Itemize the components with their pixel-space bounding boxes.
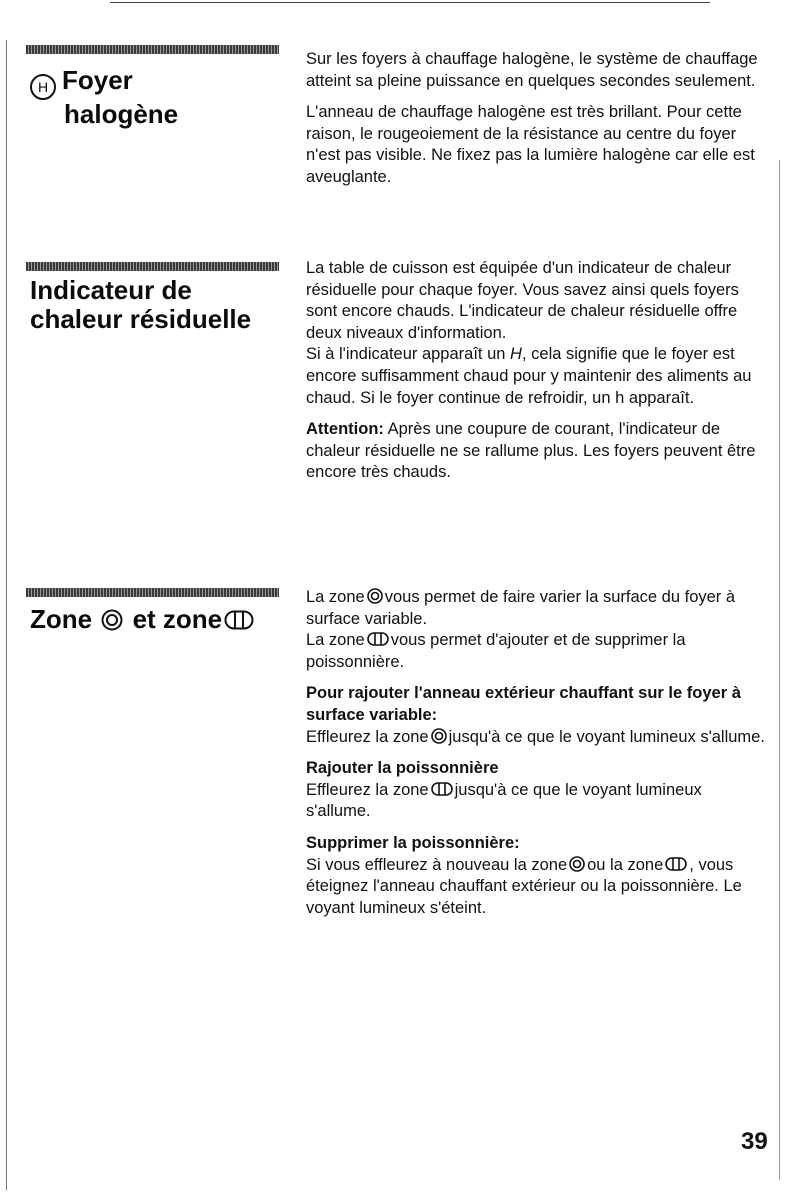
paragraph: Sur les foyers à chauffage halogène, le système de chauffage atteint sa pleine puissance en quelques secondes seulement. bbox=[306, 50, 758, 90]
text-run: ou la zone bbox=[587, 855, 664, 874]
instruction-block bbox=[306, 833, 768, 919]
residual-heat-symbol-h: h bbox=[615, 388, 625, 407]
left-border-line bbox=[6, 40, 7, 1190]
right-border-line bbox=[779, 160, 780, 1180]
instruction-title: Supprimer la poissonnière: bbox=[306, 833, 520, 852]
paragraph: La table de cuisson est équipée d'un indicateur de chaleur résiduelle pour chaque foyer. Vous savez ainsi quels foyers sont encore chauds. L'indicateur de chaleur résiduelle offre deux niveaux d'information. bbox=[306, 259, 739, 342]
instruction-block bbox=[306, 683, 768, 748]
double-circle-zone-icon bbox=[367, 588, 383, 604]
instruction-title: Pour rajouter l'anneau extérieur chauffant sur le foyer à surface variable: bbox=[306, 684, 741, 724]
section-body bbox=[306, 258, 768, 494]
paragraph bbox=[306, 630, 768, 673]
oval-fish-pan-zone-icon bbox=[665, 857, 687, 871]
heading-text: Zone bbox=[30, 604, 93, 634]
heading-text: et zone bbox=[132, 604, 223, 634]
attention-paragraph bbox=[306, 419, 768, 484]
attention-text: Après une coupure de courant, l'indicateur de chaleur résiduelle ne se rallume plus. Les foyers peuvent être encore très chauds. bbox=[306, 420, 756, 482]
instruction-block bbox=[306, 758, 768, 823]
text-run: jusqu'à ce que le voyant lumineux s'allume. bbox=[306, 780, 702, 821]
double-circle-zone-icon bbox=[569, 856, 585, 872]
text-run: Si à l'indicateur apparaît un bbox=[306, 345, 506, 364]
circled-h-icon: H bbox=[30, 74, 56, 100]
double-circle-zone-icon bbox=[101, 609, 123, 631]
heading-line-1: Indicateur de bbox=[30, 275, 192, 305]
section-body bbox=[306, 587, 768, 929]
paragraph bbox=[306, 344, 768, 409]
page-number: 39 bbox=[741, 1128, 768, 1155]
text-run: vous permet de faire varier la surface du foyer à surface variable. bbox=[306, 588, 736, 628]
heading-line-1: Foyer bbox=[62, 65, 133, 95]
text-run: Si vous effleurez à nouveau la zone bbox=[306, 855, 568, 874]
section-heading bbox=[30, 66, 288, 129]
section-divider-bar bbox=[26, 588, 279, 597]
paragraph: L'anneau de chauffage halogène est très brillant. Pour cette raison, le rougeoiement de la résistance au centre du foyer n'est pas visible. Ne fixez pas la lumière halogène car elle est aveuglante. bbox=[306, 103, 755, 186]
double-circle-zone-icon bbox=[431, 728, 447, 744]
oval-fish-pan-zone-icon bbox=[431, 782, 453, 796]
text-run: La zone bbox=[306, 588, 365, 606]
section-body bbox=[306, 49, 768, 199]
paragraph bbox=[306, 587, 768, 630]
heading-line-2: chaleur résiduelle bbox=[30, 304, 252, 334]
section-heading bbox=[30, 276, 288, 334]
oval-fish-pan-zone-icon bbox=[224, 610, 254, 630]
oval-fish-pan-zone-icon bbox=[367, 632, 389, 646]
section-divider-bar bbox=[26, 262, 279, 271]
text-run: , vous éteignez l'anneau chauffant extérieur ou la poissonnière. Le voyant lumineux s'éteint. bbox=[306, 855, 742, 917]
attention-label: Attention: bbox=[306, 420, 384, 439]
heading-line-2: halogène bbox=[64, 99, 179, 129]
text-run: jusqu'à ce que le voyant lumineux s'allume. bbox=[448, 727, 765, 746]
top-border-line bbox=[110, 2, 710, 3]
section-divider-bar bbox=[26, 45, 279, 54]
text-run: , cela signifie que le foyer est encore suffisamment chaud pour y maintenir des aliments au chaud. Si le foyer continue de refroidir, un bbox=[306, 345, 752, 407]
text-run: Effleurez la zone bbox=[306, 727, 429, 746]
residual-heat-symbol-H: H bbox=[510, 345, 522, 364]
section-heading bbox=[30, 605, 300, 634]
instruction-title: Rajouter la poissonnière bbox=[306, 759, 499, 778]
text-run: La zone bbox=[306, 631, 365, 650]
text-run: Effleurez la zone bbox=[306, 780, 429, 799]
text-run: apparaît. bbox=[628, 388, 695, 407]
text-run: vous permet d'ajouter et de supprimer la poissonnière. bbox=[306, 631, 686, 671]
